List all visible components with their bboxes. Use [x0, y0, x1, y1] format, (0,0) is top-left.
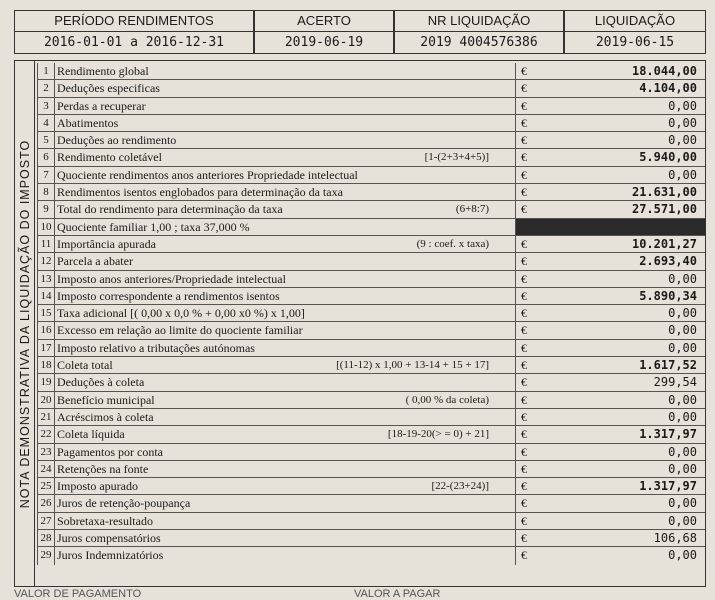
row-amount: 0,00 [515, 392, 705, 408]
currency-symbol: € [515, 513, 532, 529]
currency-symbol: € [515, 340, 532, 356]
row-amount: 0,00 [515, 461, 705, 477]
nr-liquidacao-label: NR LIQUIDAÇÃO [395, 11, 563, 32]
table-row [37, 63, 705, 80]
liquidacao-label: LIQUIDAÇÃO [565, 11, 705, 32]
row-description: Coleta total [57, 358, 113, 373]
row-description: Deduções ao rendimento [57, 133, 177, 148]
row-number: 24 [37, 461, 55, 477]
row-amount: 1.617,52 [515, 357, 705, 373]
currency-symbol: € [515, 98, 532, 114]
row-amount: 299,54 [515, 374, 705, 390]
row-amount: 5.940,00 [515, 149, 705, 165]
currency-symbol: € [515, 288, 532, 304]
liquidacao-value: 2019-06-15 [595, 35, 675, 50]
currency-symbol: € [515, 184, 532, 200]
table-row [37, 374, 705, 391]
acerto-value: 2019-06-19 [284, 35, 364, 50]
row-number: 21 [37, 409, 55, 425]
liquidation-table [14, 60, 706, 587]
row-number: 6 [37, 149, 55, 165]
currency-symbol: € [515, 426, 532, 442]
table-rows [37, 63, 705, 565]
periodo-value: 2016-01-01 a 2016-12-31 [43, 35, 224, 50]
row-number: 22 [37, 426, 55, 442]
row-number: 25 [37, 478, 55, 494]
row-number: 14 [37, 288, 55, 304]
row-number: 23 [37, 444, 55, 460]
row-amount [515, 219, 705, 235]
row-formula: ( 0,00 % da coleta) [405, 393, 489, 406]
table-row [37, 357, 705, 374]
row-formula: [22-(23+24)] [431, 480, 489, 493]
row-amount: 27.571,00 [515, 201, 705, 217]
row-amount: 10.201,27 [515, 236, 705, 252]
row-description: Sobretaxa-resultado [57, 513, 153, 528]
row-description: Imposto anos anteriores/Propriedade intelectual [57, 271, 286, 286]
row-amount: 0,00 [515, 305, 705, 321]
row-amount: 0,00 [515, 444, 705, 460]
row-formula: (9 : coef. x taxa) [416, 237, 489, 250]
table-row [37, 513, 705, 530]
table-row [37, 426, 705, 443]
currency-symbol: € [515, 461, 532, 477]
row-amount: 4.104,00 [515, 80, 705, 96]
row-description: Imposto relativo a tributações autónomas [57, 340, 255, 355]
row-number: 5 [37, 132, 55, 148]
row-description: Juros Indemnizatórios [57, 548, 164, 563]
row-description: Acréscimos à coleta [57, 409, 154, 424]
row-description: Importância apurada [57, 236, 156, 251]
row-amount: 0,00 [515, 340, 705, 356]
currency-symbol: € [515, 167, 532, 183]
currency-symbol: € [515, 236, 532, 252]
table-row [37, 115, 705, 132]
currency-symbol: € [515, 80, 532, 96]
currency-symbol: € [515, 530, 532, 546]
row-description: Coleta líquida [57, 427, 125, 442]
sidebar-title-column [15, 61, 35, 586]
row-description: Rendimentos isentos englobados para determinação da taxa [57, 185, 343, 200]
row-number: 1 [37, 63, 55, 79]
row-description: Perdas a recuperar [57, 98, 146, 113]
table-row [37, 340, 705, 357]
acerto-label: ACERTO [255, 11, 393, 32]
row-formula: [18-19-20(> = 0) + 21] [387, 428, 489, 441]
row-description: Taxa adicional [( 0,00 x 0,0 % + 0,00 x0 %) x 1,00] [57, 306, 305, 321]
nr-liquidacao-value: 2019 4004576386 [420, 35, 538, 50]
row-number: 13 [37, 271, 55, 287]
currency-symbol: € [515, 201, 532, 217]
row-description: Quociente rendimentos anos anteriores Propriedade intelectual [57, 167, 358, 182]
row-amount: 0,00 [515, 271, 705, 287]
row-amount: 0,00 [515, 513, 705, 529]
row-description: Imposto correspondente a rendimentos isentos [57, 288, 280, 303]
table-row [37, 132, 705, 149]
row-amount: 5.890,34 [515, 288, 705, 304]
currency-symbol: € [515, 444, 532, 460]
row-description: Parcela a abater [57, 254, 133, 269]
row-description: Rendimento coletável [57, 150, 162, 165]
row-formula: (6+8:7) [455, 203, 489, 216]
currency-symbol: € [515, 271, 532, 287]
table-row [37, 478, 705, 495]
row-number: 9 [37, 201, 55, 217]
periodo-label: PERÍODO RENDIMENTOS [15, 11, 253, 32]
table-row [37, 547, 705, 564]
row-amount: 0,00 [515, 132, 705, 148]
currency-symbol: € [515, 305, 532, 321]
currency-symbol: € [515, 357, 532, 373]
currency-symbol: € [515, 149, 532, 165]
currency-symbol: € [515, 478, 532, 494]
currency-symbol: € [515, 115, 532, 131]
row-number: 10 [37, 219, 55, 235]
currency-symbol: € [515, 63, 532, 79]
row-amount: 0,00 [515, 547, 705, 564]
row-description: Juros de retenção-poupança [57, 496, 191, 511]
table-row [37, 444, 705, 461]
currency-symbol: € [515, 132, 532, 148]
row-description: Quociente familiar 1,00 ; taxa 37,000 % [57, 219, 250, 234]
row-description: Deduções especificas [57, 81, 160, 96]
row-formula: [1-(2+3+4+5)] [424, 151, 489, 164]
liquidacao-box [564, 10, 706, 54]
table-row [37, 149, 705, 166]
table-row [37, 98, 705, 115]
row-number: 26 [37, 495, 55, 511]
row-description: Rendimento global [57, 64, 149, 78]
row-number: 27 [37, 513, 55, 529]
row-number: 18 [37, 357, 55, 373]
table-row [37, 409, 705, 426]
acerto-box [254, 10, 394, 54]
row-number: 3 [37, 98, 55, 114]
table-row [37, 236, 705, 253]
table-row [37, 80, 705, 97]
row-amount: 21.631,00 [515, 184, 705, 200]
row-number: 29 [37, 547, 55, 564]
row-number: 7 [37, 167, 55, 183]
row-description: Pagamentos por conta [57, 444, 163, 459]
row-number: 4 [37, 115, 55, 131]
row-amount: 0,00 [515, 495, 705, 511]
table-row [37, 322, 705, 339]
table-row [37, 392, 705, 409]
row-number: 2 [37, 80, 55, 96]
table-row [37, 288, 705, 305]
currency-symbol: € [515, 547, 532, 564]
row-amount: 0,00 [515, 167, 705, 183]
currency-symbol: € [515, 495, 532, 511]
row-number: 19 [37, 374, 55, 390]
row-description: Imposto apurado [57, 479, 138, 494]
row-description: Retenções na fonte [57, 461, 149, 476]
currency-symbol: € [515, 374, 532, 390]
row-number: 8 [37, 184, 55, 200]
row-description: Excesso em relação ao limite do quociente familiar [57, 323, 303, 338]
row-amount: 0,00 [515, 115, 705, 131]
footer-left: VALOR DE PAGAMENTO [14, 588, 142, 600]
footer-right: VALOR A PAGAR [354, 588, 441, 600]
row-amount: 2.693,40 [515, 253, 705, 269]
row-amount: 0,00 [515, 98, 705, 114]
row-amount: 106,68 [515, 530, 705, 546]
row-number: 28 [37, 530, 55, 546]
row-amount: 1.317,97 [515, 478, 705, 494]
row-amount: 0,00 [515, 322, 705, 338]
sidebar-title: NOTA DEMONSTRATIVA DA LIQUIDAÇÃO DO IMPOSTO [17, 139, 32, 508]
row-formula: [(11-12) x 1,00 + 13-14 + 15 + 17] [336, 359, 489, 372]
row-number: 12 [37, 253, 55, 269]
row-number: 17 [37, 340, 55, 356]
row-number: 11 [37, 236, 55, 252]
currency-symbol: € [515, 392, 532, 408]
table-row [37, 167, 705, 184]
footer [14, 588, 706, 600]
row-number: 16 [37, 322, 55, 338]
table-row [37, 219, 705, 236]
currency-symbol: € [515, 322, 532, 338]
row-amount: 1.317,97 [515, 426, 705, 442]
row-description: Juros compensatórios [57, 531, 161, 546]
table-row [37, 461, 705, 478]
row-number: 15 [37, 305, 55, 321]
row-description: Abatimentos [57, 115, 119, 130]
row-amount: 0,00 [515, 409, 705, 425]
row-description: Benefício municipal [57, 392, 155, 407]
table-row [37, 530, 705, 547]
row-number: 20 [37, 392, 55, 408]
currency-symbol: € [515, 409, 532, 425]
table-row [37, 253, 705, 270]
table-row [37, 201, 705, 218]
table-row [37, 305, 705, 322]
periodo-box [14, 10, 254, 54]
currency-symbol: € [515, 253, 532, 269]
table-row [37, 184, 705, 201]
row-description: Deduções à coleta [57, 375, 145, 390]
document-header [14, 10, 706, 56]
nr-liquidacao-box [394, 10, 564, 54]
row-amount: 18.044,00 [515, 63, 705, 79]
table-row [37, 271, 705, 288]
row-description: Total do rendimento para determinação da taxa [57, 202, 283, 217]
table-row [37, 495, 705, 512]
